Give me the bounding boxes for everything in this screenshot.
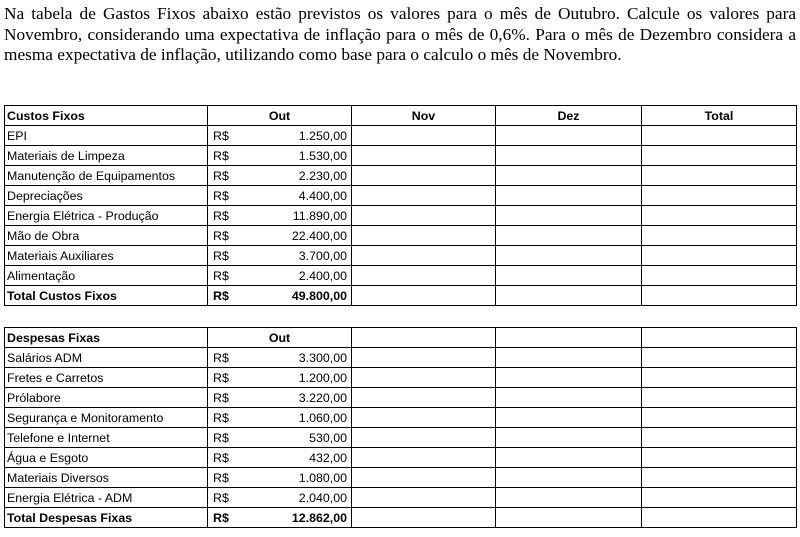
dez-cell[interactable]	[496, 186, 642, 206]
currency-symbol: R$	[213, 128, 229, 143]
currency-symbol: R$	[213, 410, 229, 425]
dez-cell[interactable]	[496, 408, 642, 428]
currency-symbol: R$	[213, 248, 229, 263]
row-label: Salários ADM	[5, 348, 208, 368]
out-cell[interactable]	[208, 286, 352, 306]
table-row	[5, 428, 797, 448]
dez-cell[interactable]	[496, 206, 642, 226]
out-amount: 1.530,00	[298, 148, 347, 163]
header-label: Despesas Fixas	[5, 328, 208, 348]
dez-cell[interactable]	[496, 246, 642, 266]
total-cell[interactable]	[642, 488, 797, 508]
table-row	[5, 206, 797, 226]
nov-cell[interactable]	[352, 368, 496, 388]
out-cell[interactable]	[208, 488, 352, 508]
row-label: Materiais de Limpeza	[5, 146, 208, 166]
out-amount: 11.890,00	[292, 208, 347, 223]
nov-cell[interactable]	[352, 388, 496, 408]
nov-cell[interactable]	[352, 508, 496, 528]
dez-cell[interactable]	[496, 448, 642, 468]
currency-symbol: R$	[213, 470, 229, 485]
row-label: Segurança e Monitoramento	[5, 408, 208, 428]
currency-symbol: R$	[213, 208, 229, 223]
currency-symbol: R$	[213, 350, 229, 365]
currency-symbol: R$	[213, 268, 229, 283]
out-amount: 3.700,00	[298, 248, 347, 263]
table-row	[5, 246, 797, 266]
row-label: Fretes e Carretos	[5, 368, 208, 388]
total-cell[interactable]	[642, 348, 797, 368]
nov-cell[interactable]	[352, 286, 496, 306]
nov-cell[interactable]	[352, 126, 496, 146]
currency-symbol: R$	[213, 168, 229, 183]
row-label: Prólabore	[5, 388, 208, 408]
currency-symbol: R$	[213, 430, 229, 445]
table-row	[5, 186, 797, 206]
out-cell[interactable]	[208, 348, 352, 368]
out-cell[interactable]	[208, 206, 352, 226]
dez-cell[interactable]	[496, 368, 642, 388]
out-cell[interactable]	[208, 126, 352, 146]
total-cell[interactable]	[642, 448, 797, 468]
table-row	[5, 468, 797, 488]
row-label: Energia Elétrica - ADM	[5, 488, 208, 508]
row-label: Total Custos Fixos	[5, 286, 208, 306]
dez-cell[interactable]	[496, 166, 642, 186]
dez-cell[interactable]	[496, 428, 642, 448]
out-amount: 530,00	[309, 430, 347, 445]
out-amount: 12.862,00	[291, 510, 347, 525]
row-label: Telefone e Internet	[5, 428, 208, 448]
out-amount: 49.800,00	[291, 288, 347, 303]
nov-cell[interactable]	[352, 428, 496, 448]
out-cell[interactable]	[208, 468, 352, 488]
row-label: Água e Esgoto	[5, 448, 208, 468]
row-label: Alimentação	[5, 266, 208, 286]
dez-cell[interactable]	[496, 388, 642, 408]
dez-cell[interactable]	[496, 146, 642, 166]
currency-symbol: R$	[213, 490, 229, 505]
row-label: EPI	[5, 126, 208, 146]
currency-symbol: R$	[213, 390, 229, 405]
out-cell[interactable]	[208, 246, 352, 266]
nov-cell[interactable]	[352, 166, 496, 186]
total-cell[interactable]	[642, 428, 797, 448]
out-cell[interactable]	[208, 508, 352, 528]
out-amount: 1.200,00	[298, 370, 347, 385]
total-cell[interactable]	[642, 166, 797, 186]
header-row	[5, 328, 797, 348]
table-row	[5, 408, 797, 428]
table-row	[5, 266, 797, 286]
nov-cell[interactable]	[352, 246, 496, 266]
total-cell[interactable]	[642, 368, 797, 388]
table-row	[5, 126, 797, 146]
out-amount: 2.230,00	[298, 168, 347, 183]
nov-cell[interactable]	[352, 266, 496, 286]
total-cell[interactable]	[642, 266, 797, 286]
header-out: Out	[208, 106, 352, 126]
nov-cell[interactable]	[352, 146, 496, 166]
row-label: Total Despesas Fixas	[5, 508, 208, 528]
total-cell[interactable]	[642, 226, 797, 246]
row-label: Manutenção de Equipamentos	[5, 166, 208, 186]
table-row	[5, 488, 797, 508]
fixed-costs-table	[4, 105, 797, 306]
instructions-paragraph: Na tabela de Gastos Fixos abaixo estão previstos os valores para o mês de Outubro. Calcule os valores para Novembro, considerando uma expectativa de inflação para o mês de 0,6%. Para o mês de Dezembro considera a mesma expectativa de inflação, utilizando como base para o calculo o mês de Novembro.	[4, 4, 796, 64]
out-cell[interactable]	[208, 388, 352, 408]
out-amount: 1.060,00	[298, 410, 347, 425]
table-row	[5, 368, 797, 388]
out-amount: 3.300,00	[298, 350, 347, 365]
dez-cell[interactable]	[496, 468, 642, 488]
currency-symbol: R$	[213, 188, 229, 203]
table-row	[5, 448, 797, 468]
header-row	[5, 106, 797, 126]
nov-cell[interactable]	[352, 488, 496, 508]
out-amount: 432,00	[309, 450, 347, 465]
currency-symbol: R$	[213, 228, 229, 243]
total-row	[5, 286, 797, 306]
row-label: Materiais Diversos	[5, 468, 208, 488]
out-cell[interactable]	[208, 266, 352, 286]
total-cell[interactable]	[642, 408, 797, 428]
header-out: Out	[208, 328, 352, 348]
dez-cell[interactable]	[496, 286, 642, 306]
out-amount: 2.040,00	[298, 490, 347, 505]
total-cell[interactable]	[642, 468, 797, 488]
table-row	[5, 226, 797, 246]
dez-cell[interactable]	[496, 348, 642, 368]
table-row	[5, 166, 797, 186]
out-amount: 3.220,00	[298, 390, 347, 405]
currency-symbol: R$	[213, 450, 229, 465]
currency-symbol: R$	[213, 148, 229, 163]
fixed-expenses-table	[4, 327, 797, 528]
dez-cell[interactable]	[496, 266, 642, 286]
currency-symbol: R$	[213, 370, 229, 385]
header-label: Custos Fixos	[5, 106, 208, 126]
out-amount: 1.080,00	[298, 470, 347, 485]
total-row	[5, 508, 797, 528]
total-cell[interactable]	[642, 206, 797, 226]
nov-cell[interactable]	[352, 186, 496, 206]
nov-cell[interactable]	[352, 448, 496, 468]
total-cell[interactable]	[642, 186, 797, 206]
header-nov: Nov	[352, 106, 496, 126]
nov-cell[interactable]	[352, 408, 496, 428]
total-cell[interactable]	[642, 246, 797, 266]
dez-cell[interactable]	[496, 508, 642, 528]
out-amount: 22.400,00	[291, 228, 347, 243]
out-cell[interactable]	[208, 226, 352, 246]
currency-symbol: R$	[213, 510, 229, 525]
nov-cell[interactable]	[352, 468, 496, 488]
total-cell[interactable]	[642, 286, 797, 306]
nov-cell[interactable]	[352, 226, 496, 246]
header-total: Total	[642, 106, 797, 126]
out-amount: 2.400,00	[298, 268, 347, 283]
dez-cell[interactable]	[496, 226, 642, 246]
header-nov	[352, 328, 496, 348]
row-label: Materiais Auxiliares	[5, 246, 208, 266]
dez-cell[interactable]	[496, 126, 642, 146]
out-cell[interactable]	[208, 146, 352, 166]
out-amount: 1.250,00	[298, 128, 347, 143]
out-cell[interactable]	[208, 448, 352, 468]
out-cell[interactable]	[208, 186, 352, 206]
total-cell[interactable]	[642, 146, 797, 166]
out-amount: 4.400,00	[298, 188, 347, 203]
nov-cell[interactable]	[352, 206, 496, 226]
total-cell[interactable]	[642, 126, 797, 146]
table-row	[5, 348, 797, 368]
header-dez	[496, 328, 642, 348]
out-cell[interactable]	[208, 428, 352, 448]
header-total	[642, 328, 797, 348]
row-label: Depreciações	[5, 186, 208, 206]
out-cell[interactable]	[208, 368, 352, 388]
table-row	[5, 146, 797, 166]
table-row	[5, 388, 797, 408]
row-label: Energia Elétrica - Produção	[5, 206, 208, 226]
header-dez: Dez	[496, 106, 642, 126]
currency-symbol: R$	[213, 288, 229, 303]
row-label: Mão de Obra	[5, 226, 208, 246]
out-cell[interactable]	[208, 408, 352, 428]
dez-cell[interactable]	[496, 488, 642, 508]
total-cell[interactable]	[642, 388, 797, 408]
out-cell[interactable]	[208, 166, 352, 186]
nov-cell[interactable]	[352, 348, 496, 368]
total-cell[interactable]	[642, 508, 797, 528]
